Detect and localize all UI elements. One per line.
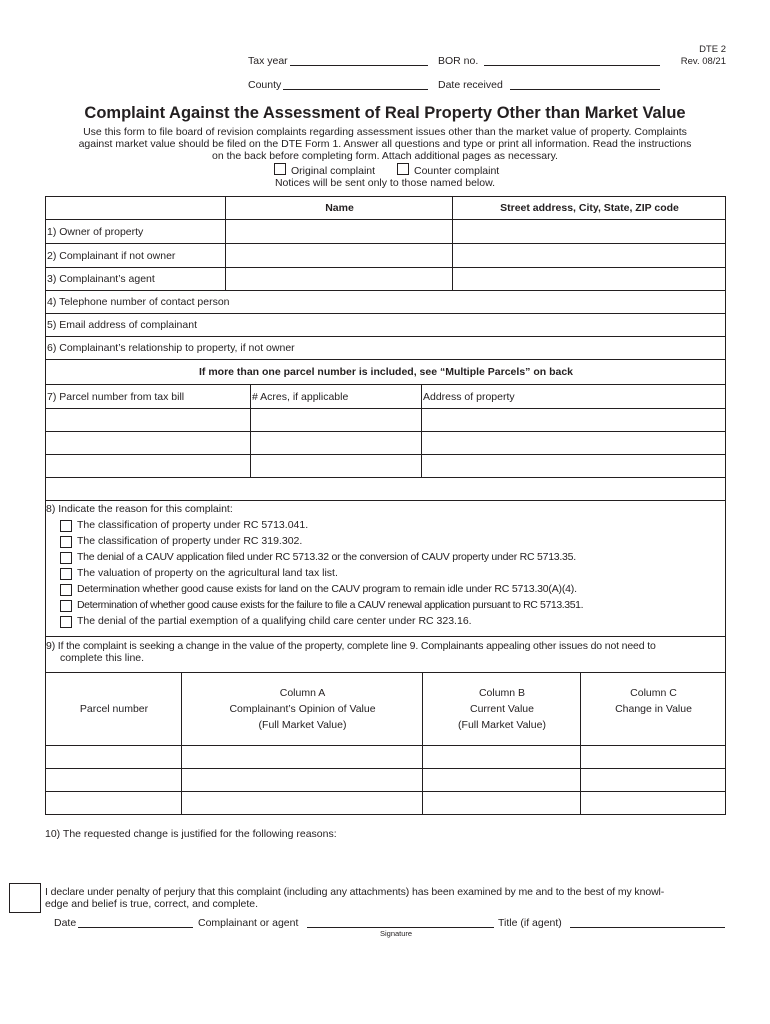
name-header: Name [226, 197, 453, 220]
address-header: Street address, City, State, ZIP code [453, 197, 726, 220]
reason-checkbox-3[interactable] [60, 552, 72, 564]
value-parcel-field[interactable] [46, 792, 182, 815]
reason-label-4: The valuation of property on the agricultural land tax list. [77, 567, 338, 579]
reason-label-6: Determination of whether good cause exists for the failure to file a CAUV renewal application pursuant to RC 5713.351. [77, 599, 584, 611]
title-field[interactable] [570, 917, 725, 928]
reason-checkbox-6[interactable] [60, 600, 72, 612]
acres-header: # Acres, if applicable [251, 385, 422, 409]
county-label: County [248, 79, 282, 91]
date-label: Date [54, 917, 77, 929]
property-address-field[interactable] [422, 455, 726, 478]
line9-text-2: complete this line. [60, 652, 145, 664]
form-code: DTE 2 [699, 44, 726, 55]
reason-label-3: The denial of a CAUV application filed under RC 5713.32 or the conversion of CAUV property under RC 5713.35. [77, 551, 576, 563]
original-complaint-option[interactable] [274, 163, 375, 177]
parties-blank-header [46, 197, 226, 220]
owner-label: 1) Owner of property [46, 220, 226, 244]
column-c-field[interactable] [581, 746, 726, 769]
value-parcel-field[interactable] [46, 746, 182, 769]
reason-checkbox-2[interactable] [60, 536, 72, 548]
column-b-field[interactable] [423, 792, 581, 815]
form-revision: Rev. 08/21 [680, 56, 726, 67]
justification-label: 10) The requested change is justified for the following reasons: [45, 828, 337, 840]
intro-line-1: Use this form to file board of revision complaints regarding assessment issues other than the market value of property. Complaints [83, 126, 687, 138]
column-c-header: Column C Change in Value [581, 673, 726, 746]
reason-checkbox-4[interactable] [60, 568, 72, 580]
bor-no-field[interactable] [484, 55, 660, 66]
parcel-number-column-header: Parcel number [46, 673, 182, 746]
bor-no-label: BOR no. [438, 55, 479, 67]
parcel-number-field[interactable] [46, 409, 251, 432]
date-received-field[interactable] [510, 79, 660, 90]
complainant-address-field[interactable] [453, 244, 726, 268]
declaration-checkbox[interactable] [9, 883, 41, 913]
complainant-agent-label: Complainant or agent [198, 917, 299, 929]
reason-label-1: The classification of property under RC 5713.041. [77, 519, 309, 531]
complainant-label: 2) Complainant if not owner [46, 244, 226, 268]
parcel-spacer-row [45, 477, 726, 501]
column-a-field[interactable] [182, 792, 423, 815]
acres-field[interactable] [251, 409, 422, 432]
column-b-field[interactable] [423, 746, 581, 769]
date-field[interactable] [78, 917, 193, 928]
notices-note: Notices will be sent only to those named below. [274, 177, 496, 189]
original-complaint-checkbox[interactable] [274, 163, 286, 175]
counter-complaint-checkbox[interactable] [397, 163, 409, 175]
title-label: Title (if agent) [498, 917, 562, 929]
contact-table [45, 290, 726, 385]
column-a-field[interactable] [182, 746, 423, 769]
reason-label-5: Determination whether good cause exists for land on the CAUV program to remain idle under RC 5713.30(A)(4). [77, 583, 577, 595]
column-a-header: Column A Complainant’s Opinion of Value (Full Market Value) [182, 673, 423, 746]
date-received-label: Date received [438, 79, 503, 91]
form-title: Complaint Against the Assessment of Real Property Other than Market Value [84, 104, 686, 122]
intro-line-3: on the back before completing form. Attach additional pages as necessary. [212, 150, 558, 162]
value-table [45, 672, 726, 815]
property-address-field[interactable] [422, 432, 726, 455]
intro-line-2: against market value should be filed on the DTE Form 1. Answer all questions and type or print all information. Read the instructions [78, 138, 692, 150]
parcel-number-field[interactable] [46, 455, 251, 478]
parcel-number-field[interactable] [46, 432, 251, 455]
property-address-header: Address of property [422, 385, 726, 409]
complainant-name-field[interactable] [226, 244, 453, 268]
value-parcel-field[interactable] [46, 769, 182, 792]
property-address-field[interactable] [422, 409, 726, 432]
telephone-field[interactable]: 4) Telephone number of contact person [46, 291, 726, 314]
column-b-field[interactable] [423, 769, 581, 792]
parcel-spacer-cell [46, 478, 726, 501]
signature-field[interactable] [307, 917, 494, 928]
reasons-heading: 8) Indicate the reason for this complaint: [46, 503, 233, 515]
column-c-field[interactable] [581, 792, 726, 815]
original-complaint-label: Original complaint [291, 165, 376, 177]
multiple-parcels-note: If more than one parcel number is included, see “Multiple Parcels” on back [46, 360, 726, 385]
county-field[interactable] [283, 79, 428, 90]
reason-label-7: The denial of the partial exemption of a qualifying child care center under RC 323.16. [77, 615, 472, 627]
reason-checkbox-5[interactable] [60, 584, 72, 596]
email-field[interactable]: 5) Email address of complainant [46, 314, 726, 337]
parcel-table [45, 384, 726, 478]
parcel-number-header: 7) Parcel number from tax bill [46, 385, 251, 409]
tax-year-field[interactable] [290, 55, 428, 66]
declaration-text-1: I declare under penalty of perjury that this complaint (including any attachments) has been examined by me and to the best of my knowl- [45, 886, 665, 898]
agent-name-field[interactable] [226, 268, 453, 291]
agent-address-field[interactable] [453, 268, 726, 291]
relationship-field[interactable]: 6) Complainant’s relationship to property, if not owner [46, 337, 726, 360]
counter-complaint-label: Counter complaint [414, 165, 500, 177]
reason-checkbox-7[interactable] [60, 616, 72, 628]
column-c-field[interactable] [581, 769, 726, 792]
acres-field[interactable] [251, 432, 422, 455]
owner-address-field[interactable] [453, 220, 726, 244]
owner-name-field[interactable] [226, 220, 453, 244]
line9-text-1: 9) If the complaint is seeking a change in the value of the property, complete line 9. Complainants appealing other issues do not need to [46, 640, 656, 652]
reason-checkbox-1[interactable] [60, 520, 72, 532]
counter-complaint-option[interactable] [397, 163, 499, 177]
column-a-field[interactable] [182, 769, 423, 792]
reason-label-2: The classification of property under RC 319.302. [77, 535, 303, 547]
tax-year-label: Tax year [248, 55, 288, 67]
justification-field[interactable] [45, 842, 725, 882]
parties-table [45, 196, 726, 291]
column-b-header: Column B Current Value (Full Market Value) [423, 673, 581, 746]
signature-caption: Signature [380, 929, 413, 938]
acres-field[interactable] [251, 455, 422, 478]
declaration-text-2: edge and belief is true, correct, and complete. [45, 898, 259, 910]
agent-label: 3) Complainant’s agent [46, 268, 226, 291]
